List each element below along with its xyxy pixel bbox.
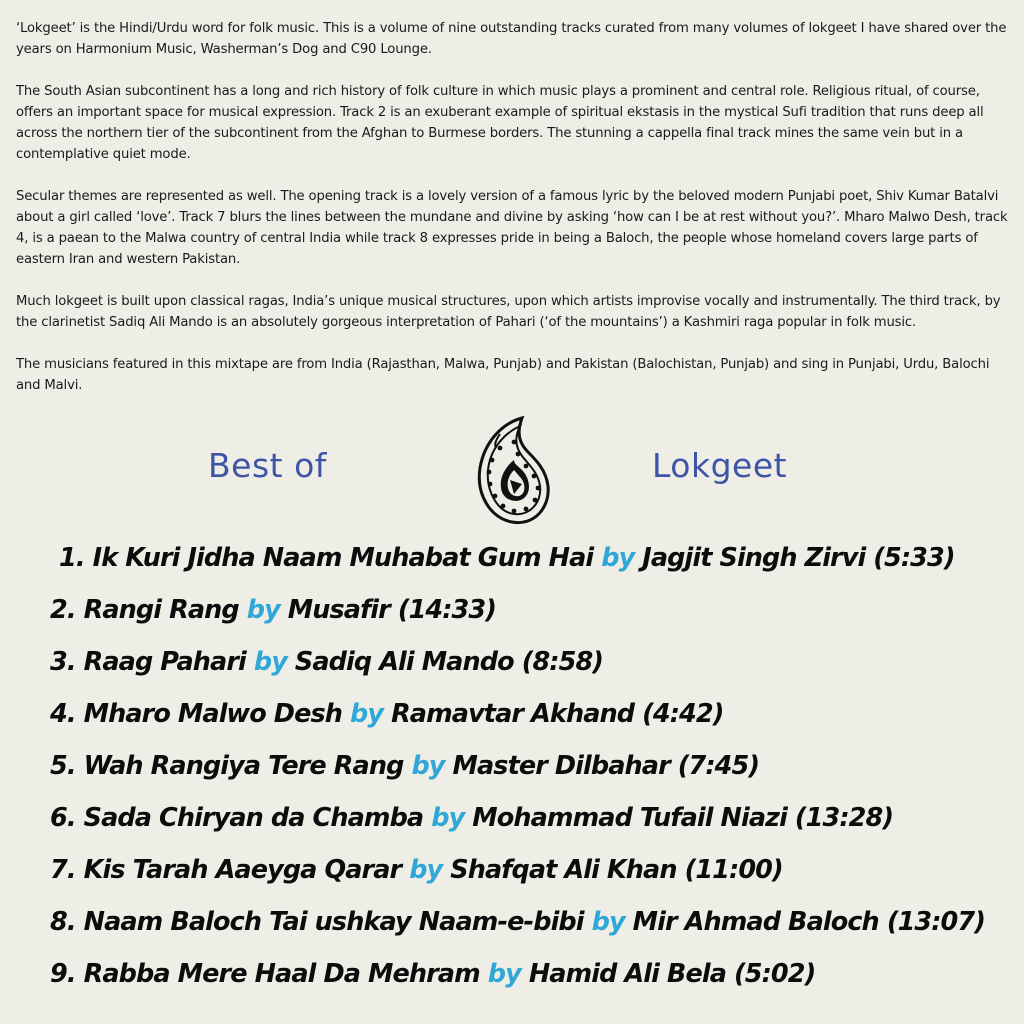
track-artist: Sadiq Ali Mando: [294, 647, 514, 677]
track-by: by: [409, 855, 443, 885]
track-duration: (5:02): [734, 959, 816, 989]
track-item: [50, 688, 1020, 740]
intro-paragraph: The South Asian subcontinent has a long and rich history of folk culture in which music plays a prominent and central role. Religious ritual, of course, offers an important space for musical expression. Track 2 is an exuberant example of spiritual ekstasis in the mystical Sufi tradition that runs deep all across the northern tier of the subcontinent from the Afghan to Burmese borders. The stunning a cappella final track mines the same vein but in a contemplative quiet mode.: [16, 84, 984, 162]
track-item: [50, 636, 1020, 688]
track-number: 5.: [50, 751, 76, 781]
track-by: by: [411, 751, 445, 781]
track-item: [50, 844, 1020, 896]
paisley-icon: [470, 414, 554, 526]
banner-lokgeet: Lokgeet: [652, 446, 788, 485]
track-duration: (13:28): [794, 803, 894, 833]
track-by: by: [246, 595, 280, 625]
track-item: [50, 584, 1020, 636]
track-by: by: [253, 647, 287, 677]
track-duration: (13:07): [886, 907, 985, 937]
intro-paragraph: Much lokgeet is built upon classical ragas, India’s unique musical structures, upon which artists improvise vocally and instrumentally. The third track, by the clarinetist Sadiq Ali Mando is an absolutely gorgeous interpretation of Pahari (‘of the mountains’) a Kashmiri raga popular in folk music.: [16, 294, 1001, 330]
track-title: Ik Kuri Jidha Naam Muhabat Gum Hai: [92, 543, 594, 573]
track-title: Rangi Rang: [83, 595, 239, 625]
track-artist: Ramavtar Akhand: [391, 699, 635, 729]
track-number: 4.: [50, 699, 76, 729]
track-title: Mharo Malwo Desh: [83, 699, 343, 729]
track-by: by: [601, 543, 635, 573]
track-by: by: [591, 907, 625, 937]
track-artist: Musafir: [287, 595, 390, 625]
track-item: [50, 948, 1020, 1000]
track-number: 2.: [50, 595, 76, 625]
track-item: [50, 792, 1020, 844]
track-duration: (8:58): [521, 647, 604, 677]
title-banner: [0, 410, 1024, 520]
track-title: Sada Chiryan da Chamba: [83, 803, 424, 833]
track-number: 6.: [50, 803, 76, 833]
track-number: 9.: [50, 959, 76, 989]
track-by: by: [487, 959, 521, 989]
track-title: Rabba Mere Haal Da Mehram: [83, 959, 480, 989]
track-by: by: [350, 699, 384, 729]
track-artist: Hamid Ali Bela: [528, 959, 727, 989]
track-item: [50, 896, 1020, 948]
track-title: Naam Baloch Tai ushkay Naam-e-bibi: [83, 907, 584, 937]
track-list: [50, 532, 1020, 1000]
track-number: 1.: [59, 543, 85, 573]
track-title: Kis Tarah Aaeyga Qarar: [83, 855, 402, 885]
track-artist: Mohammad Tufail Niazi: [472, 803, 787, 833]
track-title: Wah Rangiya Tere Rang: [83, 751, 404, 781]
track-duration: (11:00): [684, 855, 783, 885]
track-number: 8.: [50, 907, 76, 937]
track-number: 7.: [50, 855, 76, 885]
intro-text: [16, 18, 1016, 417]
track-number: 3.: [50, 647, 76, 677]
track-item: [50, 740, 1020, 792]
track-duration: (14:33): [397, 595, 496, 625]
track-artist: Jagjit Singh Zirvi: [642, 543, 866, 573]
track-artist: Shafqat Ali Khan: [450, 855, 677, 885]
track-artist: Master Dilbahar: [452, 751, 670, 781]
intro-paragraph: ‘Lokgeet’ is the Hindi/Urdu word for folk music. This is a volume of nine outstanding tracks curated from many volumes of lokgeet I have shared over the years on Harmonium Music, Washerman’s Dog and C90 Lounge.: [16, 21, 1007, 57]
track-title: Raag Pahari: [83, 647, 246, 677]
intro-paragraph: Secular themes are represented as well. The opening track is a lovely version of a famous lyric by the beloved modern Punjabi poet, Shiv Kumar Batalvi about a girl called ‘love’. Track 7 blurs the lines between the mundane and divine by asking ‘how can I be at rest without you?’. Mharo Malwo Desh, track 4, is a paean to the Malwa country of central India while track 8 expresses pride in being a Baloch, the people whose homeland covers large parts of eastern Iran and western Pakistan.: [16, 189, 1008, 267]
banner-best-of: Best of: [208, 446, 327, 485]
intro-paragraph: The musicians featured in this mixtape are from India (Rajasthan, Malwa, Punjab) and Pakistan (Balochistan, Punjab) and sing in Punjabi, Urdu, Balochi and Malvi.: [16, 357, 990, 393]
track-duration: (7:45): [677, 751, 760, 781]
track-duration: (5:33): [873, 543, 955, 573]
track-artist: Mir Ahmad Baloch: [632, 907, 879, 937]
track-duration: (4:42): [642, 699, 724, 729]
track-item: [50, 532, 1020, 584]
track-by: by: [431, 803, 465, 833]
